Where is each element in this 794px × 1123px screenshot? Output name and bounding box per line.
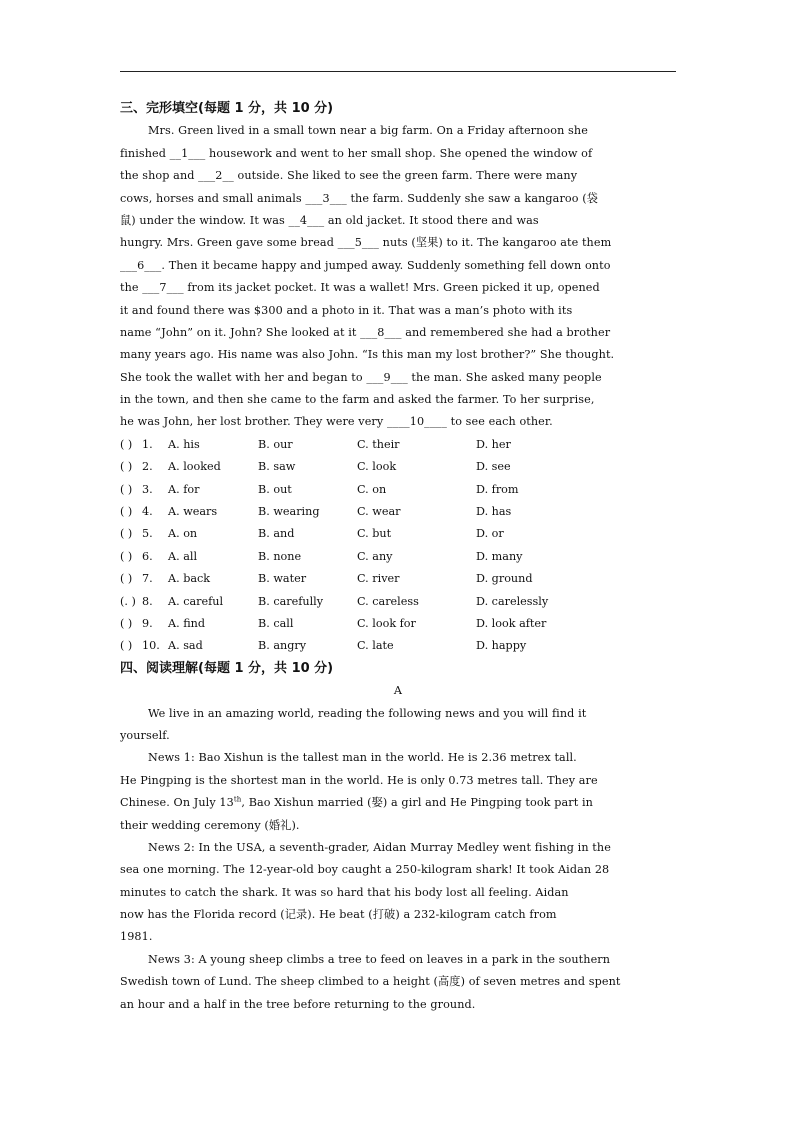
question-number: 1.: [142, 437, 153, 451]
question-number: 3.: [142, 482, 153, 496]
answer-blank[interactable]: ( ): [120, 482, 133, 496]
cloze-options: [120, 434, 710, 658]
news1-text: , Bao Xishun married (娶) a girl and He Pingping took part in: [241, 796, 593, 810]
answer-blank[interactable]: ( ): [120, 460, 133, 474]
answer-blank[interactable]: ( ): [120, 549, 133, 563]
news1-line: He Pingping is the shortest man in the world. He is only 0.73 metres tall. They are: [120, 773, 598, 787]
cloze-line: he was John, her lost brother. They were very ____10____ to see each other.: [120, 415, 553, 429]
news-2: [120, 837, 710, 949]
question-number: 9.: [142, 616, 153, 630]
option-a: A. sad: [168, 639, 203, 653]
section4-heading: 四、阅读理解(每题 1 分，共 10 分): [120, 660, 334, 676]
option-b: B. carefully: [258, 594, 324, 608]
question-row: [120, 613, 710, 635]
news2-line: now has the Florida record (记录). He beat (打破) a 232-kilogram catch from: [120, 908, 557, 922]
option-d: D. see: [476, 460, 511, 474]
option-d: D. happy: [476, 639, 527, 653]
news3-line: Swedish town of Lund. The sheep climbed to a height (高度) of seven metres and spent: [120, 975, 621, 989]
cloze-line: cows, horses and small animals ___3___ the farm. Suddenly she saw a kangaroo (袋: [120, 191, 598, 205]
question-row: [120, 456, 710, 478]
intro-line: We live in an amazing world, reading the following news and you will find it: [148, 706, 587, 720]
option-a: A. back: [168, 572, 211, 586]
answer-blank[interactable]: ( ): [120, 639, 133, 653]
option-a: A. his: [168, 437, 200, 451]
question-row: [120, 568, 710, 590]
option-d: D. many: [476, 549, 523, 563]
cloze-line: many years ago. His name was also John. “Is this man my lost brother?” She thought.: [120, 348, 615, 362]
option-c: C. but: [357, 527, 392, 541]
answer-blank[interactable]: ( ): [120, 572, 133, 586]
option-a: A. for: [168, 482, 200, 496]
option-c: C. wear: [357, 505, 401, 519]
question-number: 5.: [142, 527, 153, 541]
option-b: B. out: [258, 482, 292, 496]
option-a: A. all: [168, 549, 198, 563]
option-b: B. and: [258, 527, 295, 541]
option-c: C. on: [357, 482, 387, 496]
cloze-passage: [120, 120, 710, 433]
news3-line: an hour and a half in the tree before returning to the ground.: [120, 997, 476, 1011]
cloze-line: ___6___. Then it became happy and jumped away. Suddenly something fell down onto: [120, 258, 611, 272]
option-a: A. find: [168, 616, 206, 630]
option-a: A. on: [168, 527, 198, 541]
section3-heading: 三、完形填空(每题 1 分，共 10 分): [120, 101, 334, 116]
answer-blank[interactable]: (. ): [120, 594, 136, 608]
option-d: D. look after: [476, 616, 547, 630]
question-number: 2.: [142, 460, 153, 474]
news2-line: 1981.: [120, 930, 153, 944]
option-a: A. looked: [168, 460, 221, 474]
cloze-line: Mrs. Green lived in a small town near a big farm. On a Friday afternoon she: [148, 124, 588, 138]
answer-blank[interactable]: ( ): [120, 527, 133, 541]
news1-text: Chinese. On July 13: [120, 796, 234, 810]
document-body: [120, 98, 710, 1016]
option-c: C. look for: [357, 616, 416, 630]
ordinal-suffix: th: [233, 795, 242, 804]
option-d: D. her: [476, 437, 511, 451]
option-b: B. saw: [258, 460, 296, 474]
cloze-line: finished __1___ housework and went to her small shop. She opened the window of: [120, 146, 593, 160]
news3-line: News 3: A young sheep climbs a tree to feed on leaves in a park in the southern: [148, 952, 611, 966]
news1-line: [120, 792, 710, 814]
question-row: [120, 635, 710, 657]
question-row: [120, 501, 710, 523]
question-number: 10.: [142, 639, 160, 653]
question-row: [120, 546, 710, 568]
news-3: [120, 949, 710, 1016]
cloze-line: name “John” on it. John? She looked at it ___8___ and remembered she had a brother: [120, 325, 611, 339]
option-c: C. their: [357, 437, 400, 451]
option-d: D. carelessly: [476, 594, 549, 608]
option-b: B. call: [258, 616, 294, 630]
option-c: C. late: [357, 639, 394, 653]
cloze-line: the shop and ___2__ outside. She liked to see the green farm. There were many: [120, 169, 578, 183]
header-rule: [120, 71, 676, 72]
question-number: 4.: [142, 505, 153, 519]
cloze-line: 鼠) under the window. It was __4___ an old jacket. It stood there and was: [120, 213, 539, 227]
answer-blank[interactable]: ( ): [120, 437, 133, 451]
news2-line: sea one morning. The 12-year-old boy caught a 250-kilogram shark! It took Aidan 28: [120, 863, 610, 877]
question-row: [120, 591, 710, 613]
news1-line: their wedding ceremony (婚礼).: [120, 818, 300, 832]
option-d: D. ground: [476, 572, 533, 586]
news-1: [120, 747, 710, 837]
option-c: C. river: [357, 572, 400, 586]
answer-blank[interactable]: ( ): [120, 616, 133, 630]
cloze-line: it and found there was $300 and a photo in it. That was a man’s photo with its: [120, 303, 573, 317]
question-row: [120, 523, 710, 545]
option-d: D. or: [476, 527, 504, 541]
option-b: B. our: [258, 437, 293, 451]
intro-line: yourself.: [120, 728, 170, 742]
passage-label: A: [393, 684, 403, 698]
cloze-line: hungry. Mrs. Green gave some bread ___5___ nuts (坚果) to it. The kangaroo ate them: [120, 236, 612, 250]
option-d: D. has: [476, 505, 512, 519]
reading-intro: [120, 703, 710, 748]
question-row: [120, 434, 710, 456]
cloze-line: in the town, and then she came to the farm and asked the farmer. To her surprise,: [120, 393, 595, 407]
news2-line: News 2: In the USA, a seventh-grader, Aidan Murray Medley went fishing in the: [148, 840, 611, 854]
option-c: C. careless: [357, 594, 419, 608]
question-number: 8.: [142, 594, 153, 608]
option-b: B. wearing: [258, 505, 320, 519]
option-d: D. from: [476, 482, 519, 496]
cloze-line: She took the wallet with her and began to ___9___ the man. She asked many people: [120, 370, 602, 384]
option-c: C. any: [357, 549, 393, 563]
option-b: B. water: [258, 572, 307, 586]
question-row: [120, 479, 710, 501]
cloze-line: the ___7___ from its jacket pocket. It was a wallet! Mrs. Green picked it up, opened: [120, 281, 600, 295]
news1-line: News 1: Bao Xishun is the tallest man in the world. He is 2.36 metrex tall.: [148, 751, 577, 765]
option-a: A. careful: [168, 594, 224, 608]
question-number: 6.: [142, 549, 153, 563]
option-a: A. wears: [168, 505, 218, 519]
news2-line: minutes to catch the shark. It was so hard that his body lost all feeling. Aidan: [120, 885, 569, 899]
option-b: B. angry: [258, 639, 307, 653]
answer-blank[interactable]: ( ): [120, 505, 133, 519]
option-c: C. look: [357, 460, 397, 474]
option-b: B. none: [258, 549, 302, 563]
question-number: 7.: [142, 572, 153, 586]
